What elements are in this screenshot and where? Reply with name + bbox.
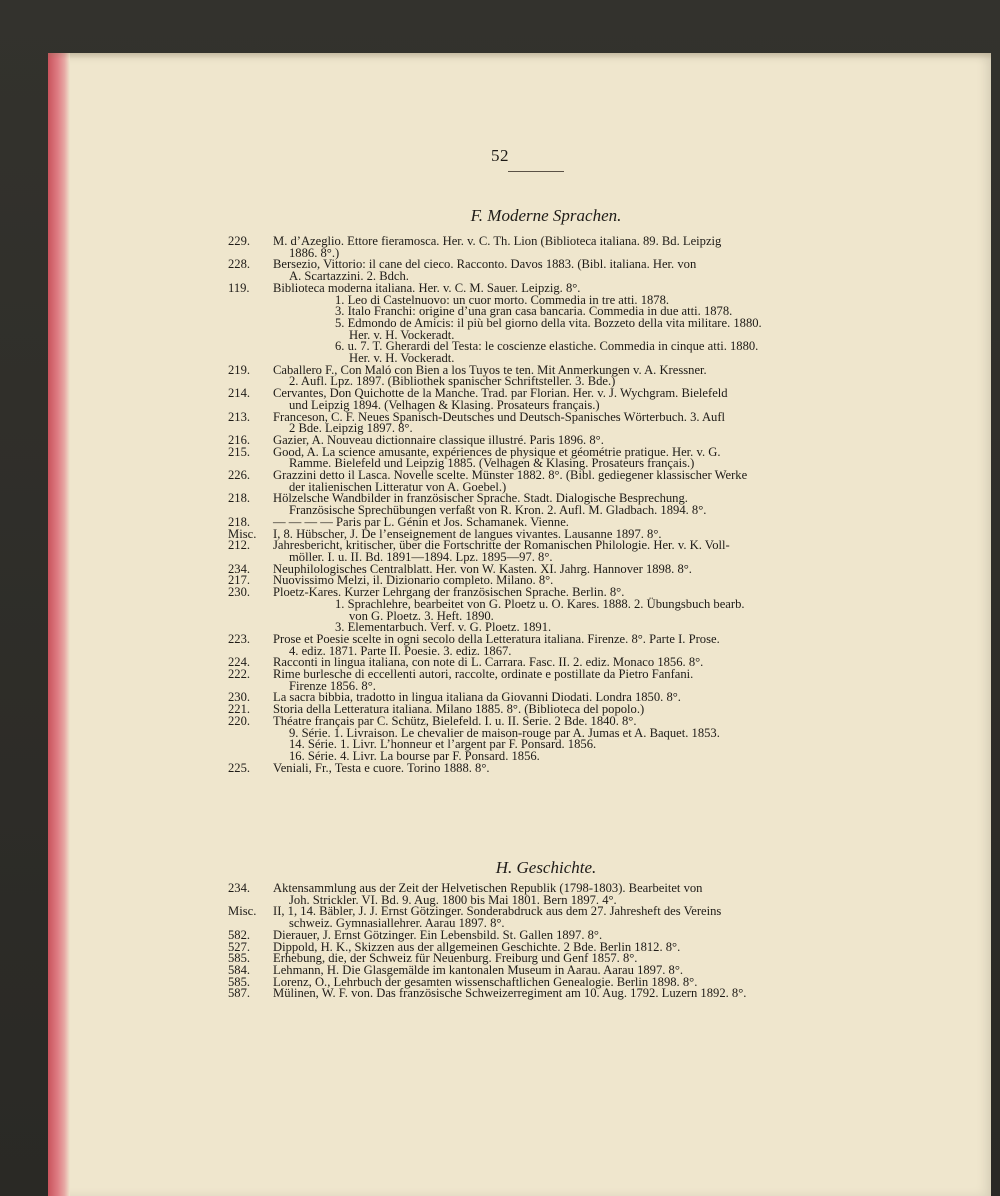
bibliography-entry [228,259,848,282]
entry-line: Ramme. Bielefeld und Leipzig 1885. (Velhagen & Klasing. Prosateurs français.) [289,456,695,471]
entry-line: 2. Aufl. Lpz. 1897. (Bibliothek spanischer Schriftsteller. 3. Bde.) [289,374,616,389]
entry-number: 230. [228,690,251,705]
entry-line: Good, A. La science amusante, expériences de physique et géométrie pratique. Her. v. G. [273,444,721,459]
entry-number: 212. [228,538,251,553]
entry-line: Hölzelsche Wandbilder in französischer Sprache. Stadt. Dialogische Besprechung. [273,491,688,506]
entry-number: 219. [228,362,251,377]
entry-line: Storia della Letteratura italiana. Milano 1885. 8°. (Biblioteca del popolo.) [273,702,645,717]
bibliography-entry [228,883,848,906]
entry-line: Prose et Poesie scelte in ogni secolo della Letteratura italiana. Firenze. 8°. Parte I. Prose. [273,631,720,646]
entry-number: 119. [228,280,250,295]
entry-number: 218. [228,491,251,506]
bibliography-entry [228,444,848,471]
entry-line: 5. Edmondo de Amicis: il più bel giorno della vita. Bozzeto della vita militare. 1880. [335,315,762,330]
entry-line: Mülinen, W. F. von. Das französische Schweizerregiment am 10. Aug. 1792. Luzern 1892. 8°. [273,986,747,1001]
entry-line: Bersezio, Vittorio: il cane del cieco. Racconto. Davos 1883. (Bibl. italiana. Her. von [273,257,697,272]
entry-list-geschichte [228,883,848,1000]
entry-number: 224. [228,655,251,670]
entry-line: Gazier, A. Nouveau dictionnaire classique illustré. Paris 1896. 8°. [273,432,604,447]
entry-number: 215. [228,444,251,459]
section-heading-moderne-sprachen: F. Moderne Sprachen. [470,206,622,225]
entry-number: 213. [228,409,251,424]
bibliography-entry [228,540,848,563]
entry-number: 584. [228,962,251,977]
entry-number: 225. [228,760,251,775]
page-number-rule [508,171,564,172]
entry-line: Neuphilologisches Centralblatt. Her. von W. Kasten. XI. Jahrg. Hannover 1898. 8°. [273,561,692,576]
bibliography-entry [228,713,848,763]
entry-line: und Leipzig 1894. (Velhagen & Klasing. Prosateurs français.) [289,397,600,412]
entry-line: Französische Sprechübungen verfaßt von R. Kron. 2. Aufl. M. Gladbach. 1894. 8°. [289,503,707,518]
entry-number: 217. [228,573,251,588]
entry-line: Cervantes, Don Quichotte de la Manche. Trad. par Florian. Her. v. J. Wychgram. Bielefeld [273,386,728,401]
page-number: 52 [491,146,509,165]
entry-line: Dippold, H. K., Skizzen aus der allgemeinen Geschichte. 2 Bde. Berlin 1812. 8°. [273,939,681,954]
entry-line: 1886. 8°.) [289,245,340,260]
page-top-shadow [48,53,991,59]
bibliography-entry [228,470,848,493]
entry-line: 2 Bde. Leipzig 1897. 8°. [289,421,413,436]
entry-line: 14. Série. 1. Livr. L’honneur et l’argent par F. Ponsard. 1856. [289,737,597,752]
entry-number: 585. [228,951,251,966]
entry-line: schweiz. Gymnasiallehrer. Aarau 1897. 8°. [289,916,505,931]
entry-number: 221. [228,702,251,717]
bibliography-entry [228,388,848,411]
entry-number: 220. [228,713,251,728]
entry-line: 3. Elementarbuch. Verf. v. G. Ploetz. 1891. [335,620,552,635]
entry-line: Lehmann, H. Die Glasgemälde im kantonalen Museum in Aarau. Aarau 1897. 8°. [273,962,684,977]
entry-line: — — — — Paris par L. Génin et Jos. Schamanek. Vienne. [273,514,569,529]
entry-line: Firenze 1856. 8°. [289,678,376,693]
entry-line: Nuovissimo Melzi, il. Dizionario completo. Milano. 8°. [273,573,554,588]
entry-line: Joh. Strickler. VI. Bd. 9. Aug. 1800 bis Mai 1801. Bern 1897. 4°. [289,892,617,907]
entry-line: II, 1, 14. Bäbler, J. J. Ernst Götzinger. Sonderabdruck aus dem 27. Jahresheft des Vereins [273,904,722,919]
entry-number: 230. [228,585,251,600]
entry-number: 226. [228,468,251,483]
entry-line: Her. v. H. Vockeradt. [349,351,455,366]
entry-line: 9. Série. 1. Livraison. Le chevalier de maison-rouge par A. Jumas et A. Baquet. 1853. [289,725,720,740]
entry-line: Lorenz, O., Lehrbuch der gesamten wissenschaftlichen Genealogie. Berlin 1898. 8°. [273,974,698,989]
entry-number: 229. [228,234,251,248]
entry-line: Franceson, C. F. Neues Spanisch-Deutsches und Deutsch-Spanisches Wörterbuch. 3. Aufl [273,409,726,424]
entry-line: 1. Sprachlehre, bearbeitet von G. Ploetz u. O. Kares. 1888. 2. Übungsbuch bearb. [335,596,745,611]
entry-list-moderne-sprachen [228,236,848,774]
entry-line: 4. ediz. 1871. Parte II. Poesie. 3. ediz. 1867. [289,643,512,658]
entry-number: 234. [228,561,251,576]
entry-line: Caballero F., Con Maló con Bien a los Tuyos te ten. Mit Anmerkungen v. A. Kressner. [273,362,707,377]
entry-number: Misc. [228,526,257,541]
entry-line: M. d’Azeglio. Ettore fieramosca. Her. v. C. Th. Lion (Biblioteca italiana. 89. Bd. Leipzig [273,234,722,248]
entry-line: 6. u. 7. T. Gherardi del Testa: le coscienze elastiche. Commedia in cinque atti. 1880. [335,339,759,354]
entry-line: Grazzini detto il Lasca. Novelle scelte. Münster 1882. 8°. (Bibl. gediegener klassischer Werke [273,468,748,483]
bibliography-entry [228,493,848,516]
entry-line: Veniali, Fr., Testa e cuore. Torino 1888. 8°. [273,760,490,775]
entry-line: Erhebung, die, der Schweiz für Neuenburg. Freiburg und Genf 1857. 8°. [273,951,638,966]
entry-line: Jahresbericht, kritischer, über die Fortschritte der Romanischen Philologie. Her. v. K. Voll- [273,538,730,553]
bibliography-entry [228,906,848,929]
entry-line: Rime burlesche di eccellenti autori, raccolte, ordinate e postillate da Pietro Fanfani. [273,667,694,682]
entry-line: 1. Leo di Castelnuovo: un cuor morto. Commedia in tre atti. 1878. [335,292,670,307]
bibliography-entry [228,362,848,389]
entry-line: La sacra bibbia, tradotto in lingua italiana da Giovanni Diodati. Londra 1850. 8°. [273,690,681,705]
entry-line: Aktensammlung aus der Zeit der Helvetischen Republik (1798-1803). Bearbeitet von [273,881,703,895]
entry-line: der italienischen Litteratur von A. Goebel.) [289,479,507,494]
entry-number: 216. [228,432,251,447]
entry-number: 218. [228,514,251,529]
entry-line: 16. Série. 4. Livr. La bourse par F. Ponsard. 1856. [289,748,540,763]
bibliography-entry [228,669,848,692]
entry-number: 527. [228,939,251,954]
entry-number: 582. [228,927,251,942]
section-heading-geschichte: H. Geschichte. [495,858,597,877]
entry-line: Biblioteca moderna italiana. Her. v. C. M. Sauer. Leipzig. 8°. [273,280,581,295]
entry-line: Her. v. H. Vockeradt. [349,327,455,342]
bibliography-entry [228,631,848,658]
entry-number: 585. [228,974,251,989]
entry-line: I, 8. Hübscher, J. De l’enseignement de langues vivantes. Lausanne 1897. 8°. [273,526,662,541]
entry-number: 234. [228,881,251,895]
entry-line: möller. I. u. II. Bd. 1891—1894. Lpz. 1895—97. 8°. [289,549,553,564]
entry-number: 228. [228,257,251,272]
bibliography-entry [228,760,848,775]
bibliography-entry [228,409,848,436]
entry-line: Ploetz-Kares. Kurzer Lehrgang der französischen Sprache. Berlin. 8°. [273,585,625,600]
entry-line: A. Scartazzini. 2. Bdch. [289,269,409,284]
entry-number: 214. [228,386,251,401]
entry-line: Théatre français par C. Schütz, Bielefeld. I. u. II. Serie. 2 Bde. 1840. 8°. [273,713,637,728]
entry-line: 3. Italo Franchi: origine d’una gran casa bancaria. Commedia in due atti. 1878. [335,304,733,319]
bibliography-entry [228,988,848,1000]
entry-number: Misc. [228,904,257,919]
bibliography-entry [228,280,848,366]
entry-number: 223. [228,631,251,646]
bibliography-entry [228,236,848,259]
entry-line: Racconti in lingua italiana, con note di L. Carrara. Fasc. II. 2. ediz. Monaco 1856. 8°. [273,655,704,670]
bibliography-entry [228,587,848,634]
entry-line: von G. Ploetz. 3. Heft. 1890. [349,608,494,623]
entry-number: 222. [228,667,251,682]
entry-number: 587. [228,986,251,1001]
entry-line: Dierauer, J. Ernst Götzinger. Ein Lebensbild. St. Gallen 1897. 8°. [273,927,603,942]
